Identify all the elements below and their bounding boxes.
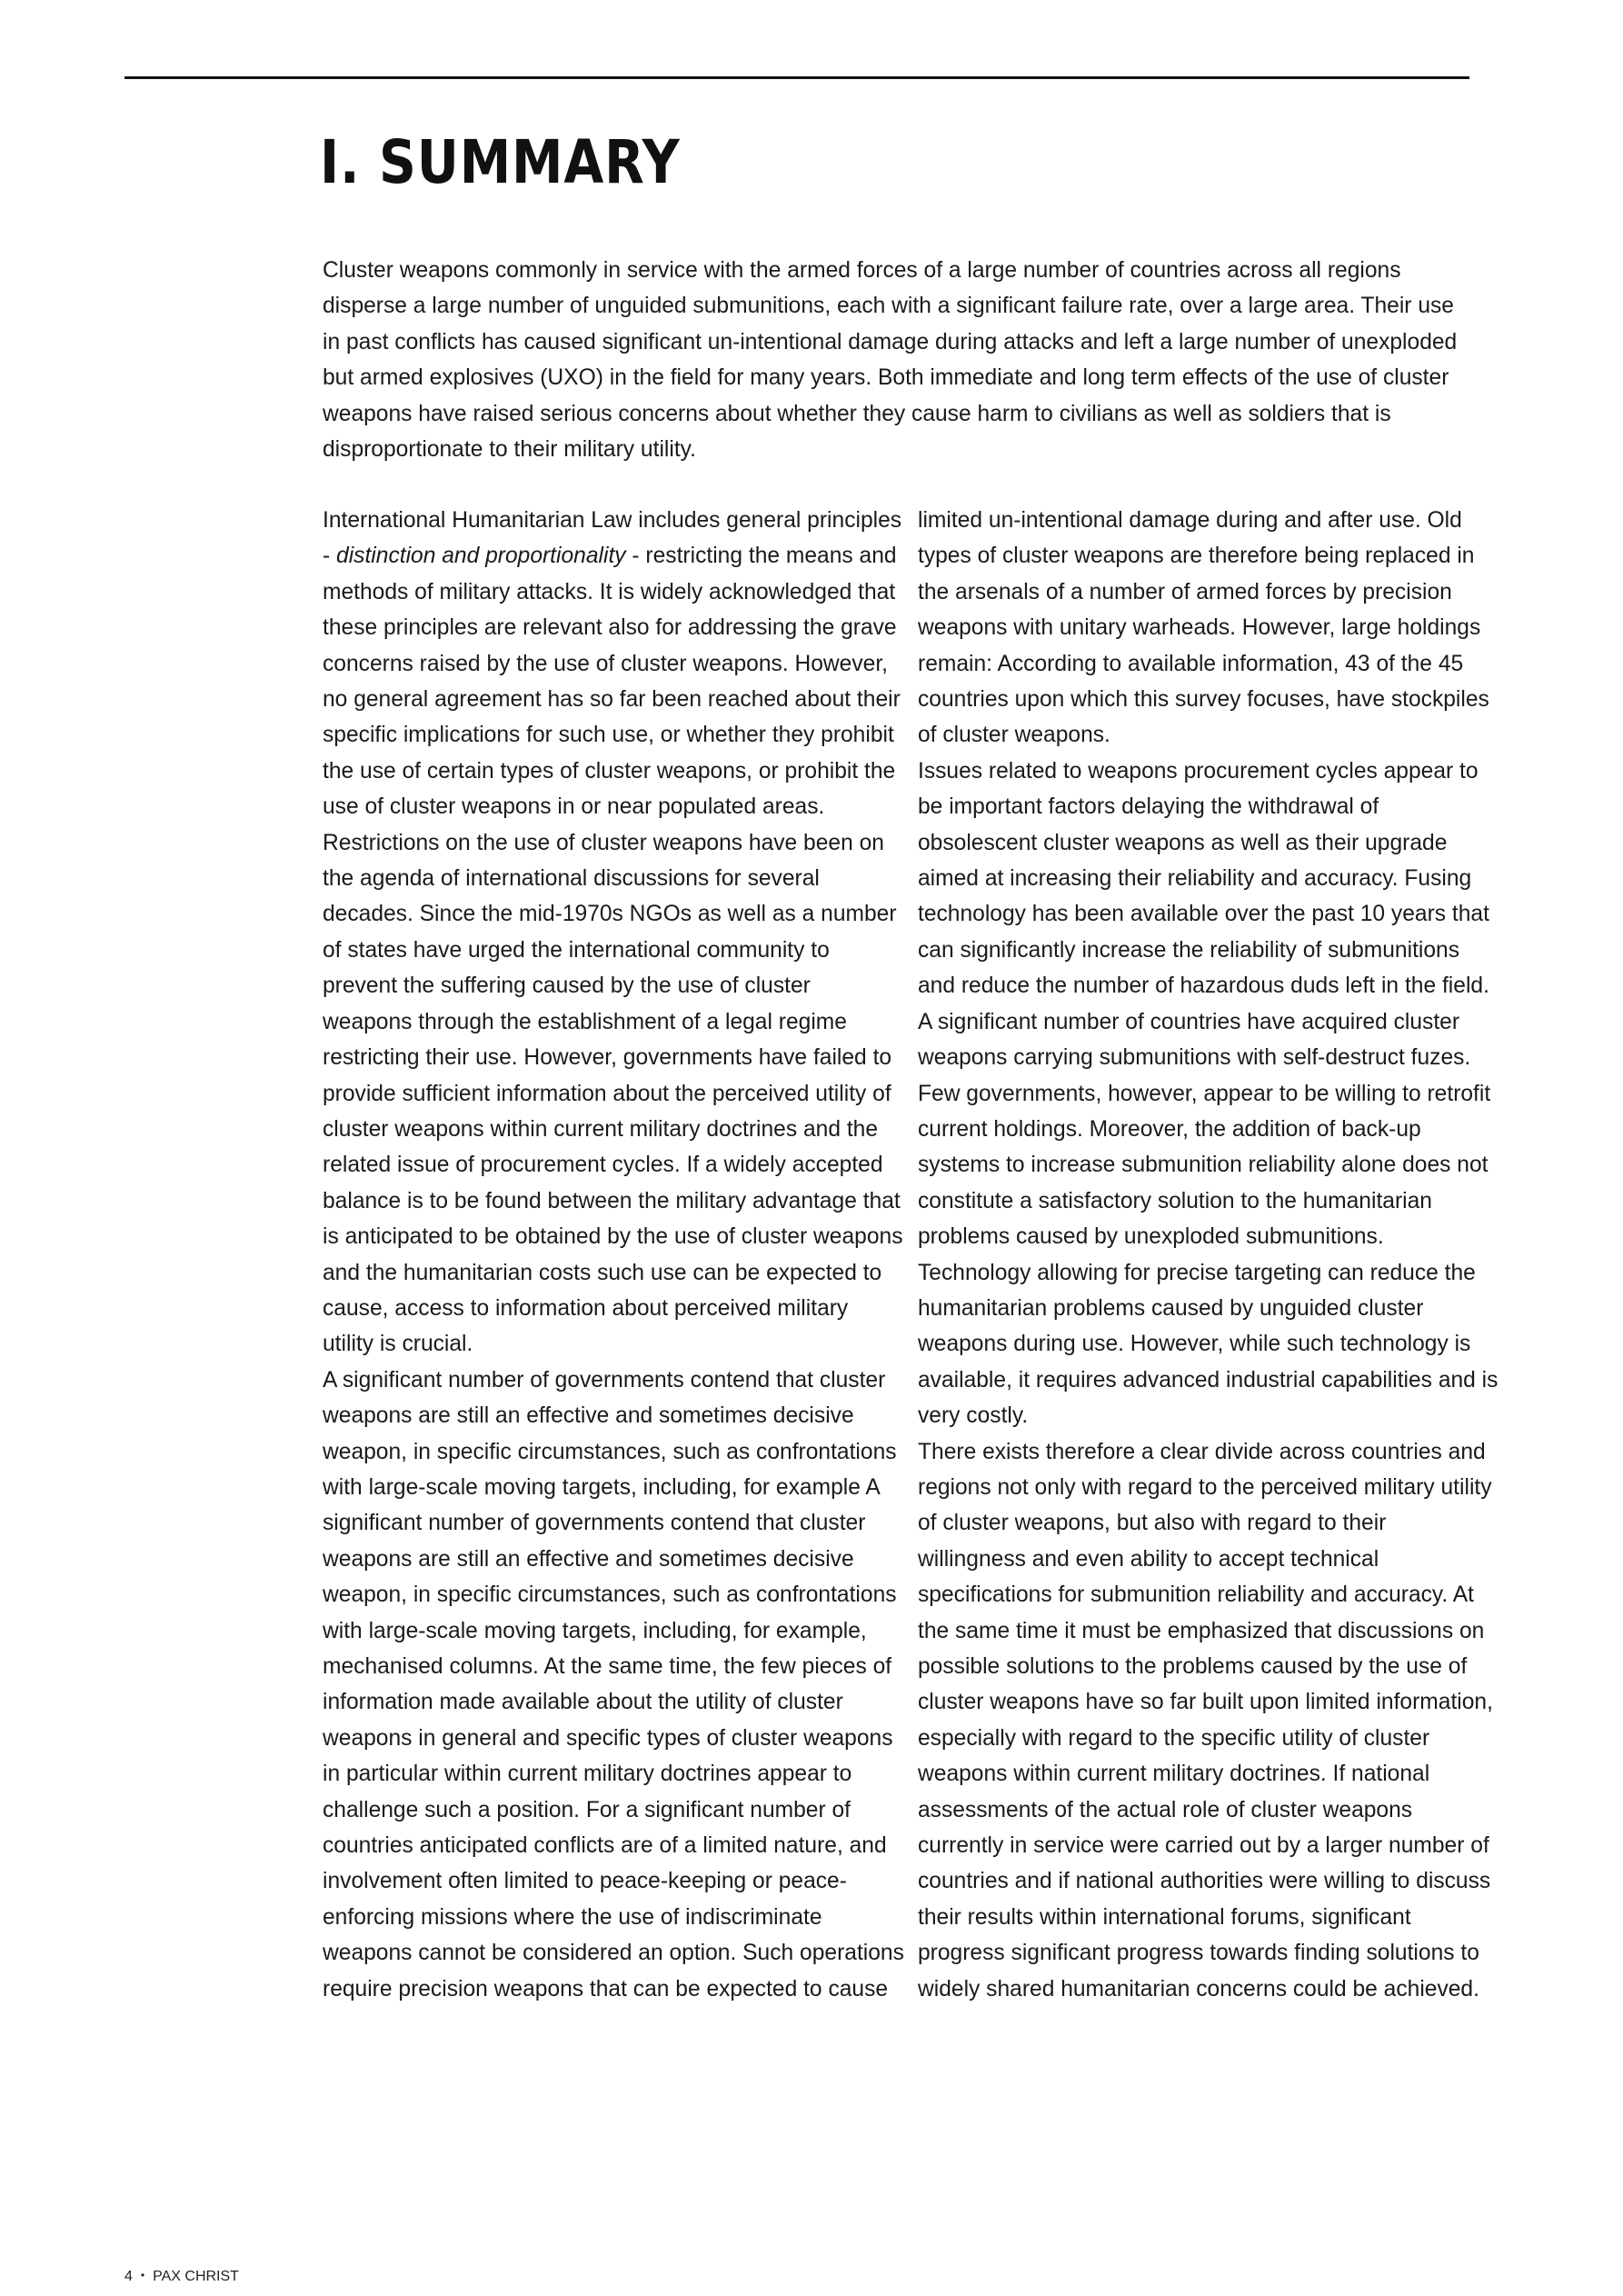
right-paragraph-4: There exists therefore a clear divide across countries and regions not only with regard to the perceived military utility of cluster weapons, but also with regard to their willingness and even ability to accept technical specifications for submunition reliability and accuracy. At the same time it must be emphasized that discussions on possible solutions to the problems caused by the use of cluster weapons have so far built upon limited information, especially with regard to the specific utility of cluster weapons within current military doctrines. If national assessments of the actual role of cluster weapons currently in service were carried out by a larger number of countries and if national authorities were willing to discuss their results within international forums, significant progress significant progress towards finding solutions to widely shared humanitarian concerns could be achieved. [918, 1439, 1493, 2002]
right-paragraph-3: Few governments, however, appear to be willing to retrofit current holdings. Moreover, the addition of back-up systems to increase submunition reliability alone does not constitute a satisfactory solution to the humanitarian problems caused by unexploded submunitions. Technology allowing for precise targeting can reduce the humanitarian problems caused by unguided cluster weapons during use. However, while such technology is available, it requires advanced industrial capabilities and is very costly. [918, 1081, 1499, 1429]
right-paragraph-1: limited un-intentional damage during and after use. Old types of cluster weapons are therefore being replaced in the arsenals of a number of armed forces by precision weapons with unitary warheads. However, large holdings remain: According to available information, 43 of the 45 countries upon which this survey focuses, have stockpiles of cluster weapons. [918, 508, 1489, 748]
publication-name: PAX CHRIST [153, 2269, 239, 2284]
top-rule [124, 76, 1469, 79]
section-heading: I. SUMMARY [320, 127, 681, 197]
left-paragraph-1-emphasis: distinction and proportionality [336, 544, 626, 569]
left-paragraph-1-start: International Humanitarian Law includes general principles - [323, 508, 902, 569]
left-paragraph-1-end: - restricting the means and methods of military attacks. It is widely acknowledged that these principles are relevant also for addressing the grave concerns raised by the use of cluster weapons. However, no general agreement has so far been reached about their specific implications for such use, or whether they prohibit the use of certain types of cluster weapons, or prohibit the use of cluster weapons in or near populated areas. [323, 544, 901, 820]
right-column [918, 503, 1499, 2007]
right-paragraph-2: Issues related to weapons procurement cycles appear to be important factors delaying the withdrawal of obsolescent cluster weapons as well as their upgrade aimed at increasing their reliability and accuracy. Fusing technology has been available over the past 10 years that can significantly increase the reliability of submunitions and reduce the number of hazardous duds left in the field. A significant number of countries have acquired cluster weapons carrying submunitions with self-destruct fuzes. [918, 758, 1489, 1071]
page-footer [124, 2266, 239, 2286]
page-number: 4 [124, 2269, 133, 2284]
intro-paragraph: Cluster weapons commonly in service with the armed forces of a large number of countries across all regions disperse a large number of unguided submunitions, each with a significant failure rate, over a large area. Their use in past conflicts has caused significant un-intentional damage during attacks and left a large number of unexploded but armed explosives (UXO) in the field for many years. Both immediate and long term effects of the use of cluster weapons have raised serious concerns about whether they cause harm to civilians as well as soldiers that is disproportionate to their military utility. [323, 258, 1458, 463]
left-paragraph-2: Restrictions on the use of cluster weapons have been on the agenda of international discussions for several decades. Since the mid-1970s NGOs as well as a number of states have urged the international community to prevent the suffering caused by the use of cluster weapons through the establishment of a legal regime restricting their use. However, governments have failed to provide sufficient information about the perceived utility of cluster weapons within current military doctrines and the related issue of procurement cycles. If a widely accepted balance is to be found between the military advantage that is anticipated to be obtained by the use of cluster weapons and the humanitarian costs such use can be expected to cause, access to information about perceived military utility is crucial. [323, 830, 903, 1357]
left-paragraph-1 [323, 503, 904, 825]
left-column [323, 503, 904, 2007]
footer-separator: • [140, 2269, 145, 2281]
left-paragraph-3: A significant number of governments contend that cluster weapons are still an effective and sometimes decisive weapon, in specific circumstances, such as confrontations with large-scale moving targets, including, for example A significant number of governments contend that cluster weapons are still an effective and sometimes decisive weapon, in specific circumstances, such as confrontations with large-scale moving targets, including, for example, mechanised columns. At the same time, the few pieces of information made available about the utility of cluster weapons in general and specific types of cluster weapons in particular within current military doctrines appear to challenge such a position. For a significant number of countries anticipated conflicts are of a limited nature, and involvement often limited to peace-keeping or peace-enforcing missions where the use of indiscriminate weapons cannot be considered an option. Such operations require precision weapons that can be expected to cause [323, 1367, 904, 2002]
